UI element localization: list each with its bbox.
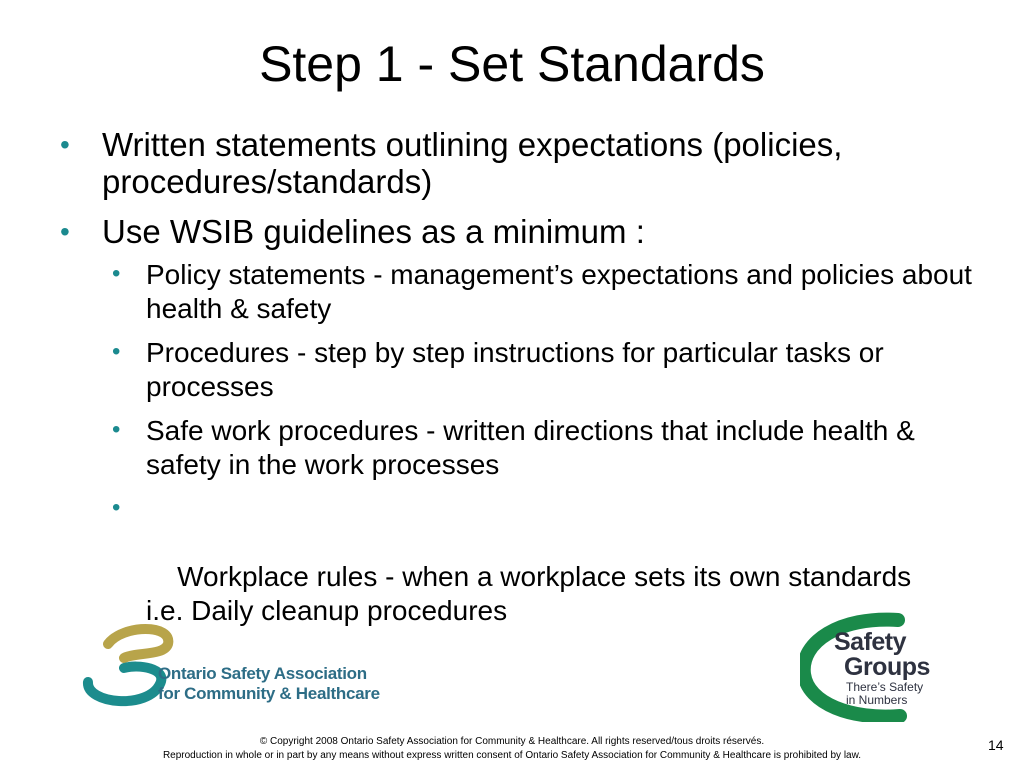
bullet-text: Use WSIB guidelines as a minimum : [102,213,645,250]
bullet-dot-icon: • [60,216,70,247]
osa-line2: for Community & Healthcare [158,684,380,703]
sub-bullet-item [102,336,976,404]
footer-line2: Reproduction in whole or in part by any means without express written consent of Ontario Safety Association for Community & Healthcare is prohibited by law. [162,750,862,761]
sub-bullet-text: Safe work procedures - written directions that include health & safety in the work processes [146,415,915,480]
bullet-text: Written statements outlining expectations (policies, procedures/standards) [102,126,843,200]
bullet-dot-icon: • [112,416,121,443]
bullet-list [56,126,976,672]
bullet-item [56,126,976,200]
bullet-dot-icon: • [112,338,121,365]
sub-bullet-item [102,414,976,482]
sg-tag-line2: in Numbers [846,693,908,707]
sub-bullet-text: Procedures - step by step instructions for particular tasks or processes [146,337,884,402]
sg-logo-line2: Groups [844,653,930,681]
sub-bullet-item [102,258,976,326]
copyright-footer [0,735,1024,763]
bullet-dot-icon: • [60,129,70,160]
sg-logo-tagline [846,681,923,707]
slide-title: Step 1 - Set Standards [259,36,765,92]
page-number: 14 [988,737,1004,753]
footer-line1: © Copyright 2008 Ontario Safety Association for Community & Healthcare. All rights reserved/tous droits réservés. [259,736,765,747]
sg-logo-line1: Safety [834,628,907,656]
bullet-dot-icon: • [112,260,121,287]
osa-line1: Ontario Safety Association [158,664,367,683]
bullet-dot-icon: • [112,494,121,521]
osa-logo-text [158,664,380,704]
sg-tag-line1: There’s Safety [846,680,924,694]
sub-bullet-text: Workplace rules - when a workplace sets its own standards i.e. Daily cleanup procedures [146,561,943,626]
sub-bullet-text: Policy statements - management’s expectations and policies about health & safety [146,259,972,324]
bullet-item [56,213,976,250]
